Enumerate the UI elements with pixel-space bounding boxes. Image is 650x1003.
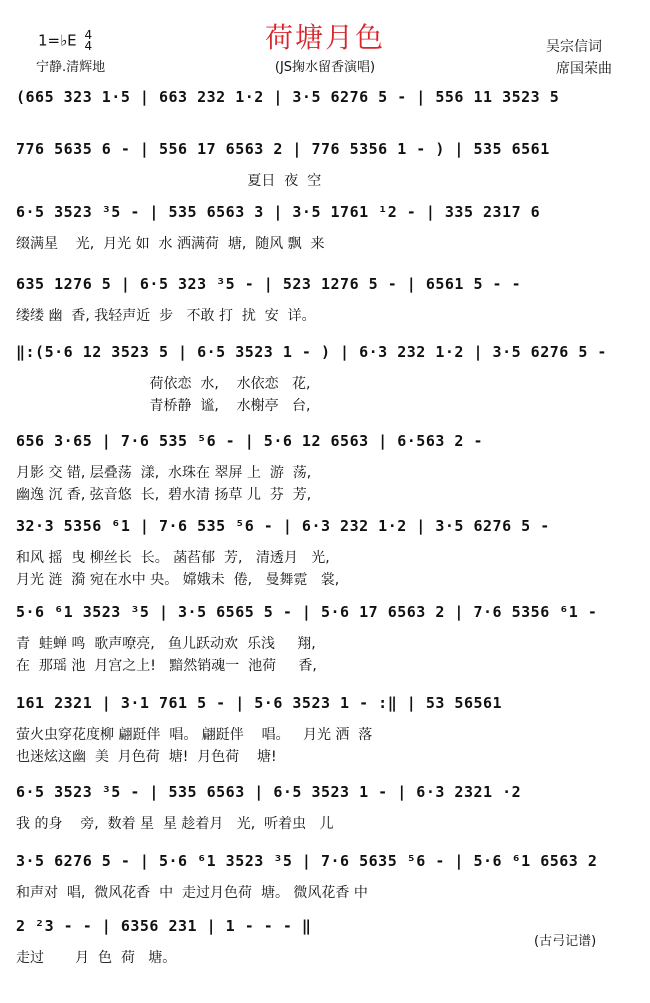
- jianpu-notes: ‖:(5·6 12 3523 5 | 6·5 3523 1 - ) | 6·3 232 1·2 | 3·5 6276 5 -: [16, 343, 607, 361]
- composer-credit: 席国荣曲: [556, 61, 612, 77]
- jianpu-notes: 635 1276 5 | 6·5 323 ³5 - | 523 1276 5 - | 6561 5 - -: [16, 275, 522, 293]
- lyric-line: 走过 月 色 荷 塘。: [16, 950, 177, 966]
- jianpu-notes: (665 323 1·5 | 663 232 1·2 | 3·5 6276 5 - | 556 11 3523 5: [16, 88, 560, 106]
- notation-credit: (古弓记谱): [534, 934, 597, 949]
- time-sig-top: 4: [84, 28, 93, 42]
- key-label: 1=♭E: [38, 31, 77, 50]
- lyric-line: 夏日 夜 空: [16, 173, 322, 189]
- lyric-line: 萤火虫穿花度柳 翩跹伴 唱。 翩跹伴 唱。 月光 洒 落: [16, 727, 373, 743]
- jianpu-notes: 5·6 ⁶1 3523 ³5 | 3·5 6565 5 - | 5·6 17 6563 2 | 7·6 5356 ⁶1 -: [16, 603, 598, 621]
- lyric-line: 青桥静 谧, 水榭亭 台,: [16, 398, 311, 414]
- lyric-line: 我 的身 旁, 数着 星 星 趁着月 光, 听着虫 儿: [16, 816, 334, 832]
- lyric-line: 和声对 唱, 微风花香 中 走过月色荷 塘。 微风花香 中: [16, 885, 368, 901]
- jianpu-notes: 656 3·65 | 7·6 535 ⁵6 - | 5·6 12 6563 | 6·563 2 -: [16, 432, 484, 450]
- jianpu-notes: 6·5 3523 ³5 - | 535 6563 3 | 3·5 1761 ¹2 - | 335 2317 6: [16, 203, 541, 221]
- lyric-line: 在 那瑶 池 月宫之上! 黯然销魂一 池荷 香,: [16, 658, 317, 674]
- lyric-line: 缀满星 光, 月光 如 水 洒满荷 塘, 随风 飘 来: [16, 236, 325, 252]
- lyric-line: 和风 摇 曳 柳丝长 长。 菡萏郁 芳, 清透月 光,: [16, 550, 330, 566]
- song-title: 荷塘月色: [264, 21, 385, 54]
- lyric-line: 青 蛙蝉 鸣 歌声嘹亮, 鱼儿跃动欢 乐浅 翔,: [16, 636, 316, 652]
- jianpu-notes: 2 ²3 - - | 6356 231 | 1 - - - ‖: [16, 917, 312, 935]
- lyric-line: 也迷炫这幽 美 月色荷 塘! 月色荷 塘!: [16, 749, 277, 765]
- singer-credit: (JS掬水留香演唱): [274, 60, 376, 75]
- jianpu-notes: 161 2321 | 3·1 761 5 - | 5·6 3523 1 - :‖ | 53 56561: [16, 694, 503, 712]
- jianpu-notes: 776 5635 6 - | 556 17 6563 2 | 776 5356 1 - ) | 535 6561: [16, 140, 550, 158]
- lyric-line: 荷依恋 水, 水依恋 花,: [16, 376, 311, 392]
- lyricist-credit: 吴宗信词: [546, 39, 602, 55]
- lyric-line: 月影 交 错, 层叠荡 漾, 水珠在 翠屏 上 游 荡,: [16, 465, 312, 481]
- lyric-line: 幽逸 沉 香, 弦音悠 长, 碧水清 扬草 儿 芬 芳,: [16, 487, 312, 503]
- jianpu-notes: 3·5 6276 5 - | 5·6 ⁶1 3523 ³5 | 7·6 5635 ⁵6 - | 5·6 ⁶1 6563 2: [16, 852, 598, 870]
- key-signature: [38, 30, 92, 52]
- time-signature: [84, 30, 92, 52]
- lyric-line: 月光 涟 漪 宛在水中 央。 嫦娥未 倦, 曼舞霓 裳,: [16, 572, 340, 588]
- time-sig-bottom: 4: [84, 39, 93, 53]
- tempo-marking: 宁静.清辉地: [36, 60, 106, 75]
- jianpu-notes: 6·5 3523 ³5 - | 535 6563 | 6·5 3523 1 - | 6·3 2321 ·2: [16, 783, 522, 801]
- jianpu-notes: 32·3 5356 ⁶1 | 7·6 535 ⁵6 - | 6·3 232 1·2 | 3·5 6276 5 -: [16, 517, 550, 535]
- lyric-line: 缕缕 幽 香, 我轻声近 步 不敢 打 扰 安 详。: [16, 308, 316, 324]
